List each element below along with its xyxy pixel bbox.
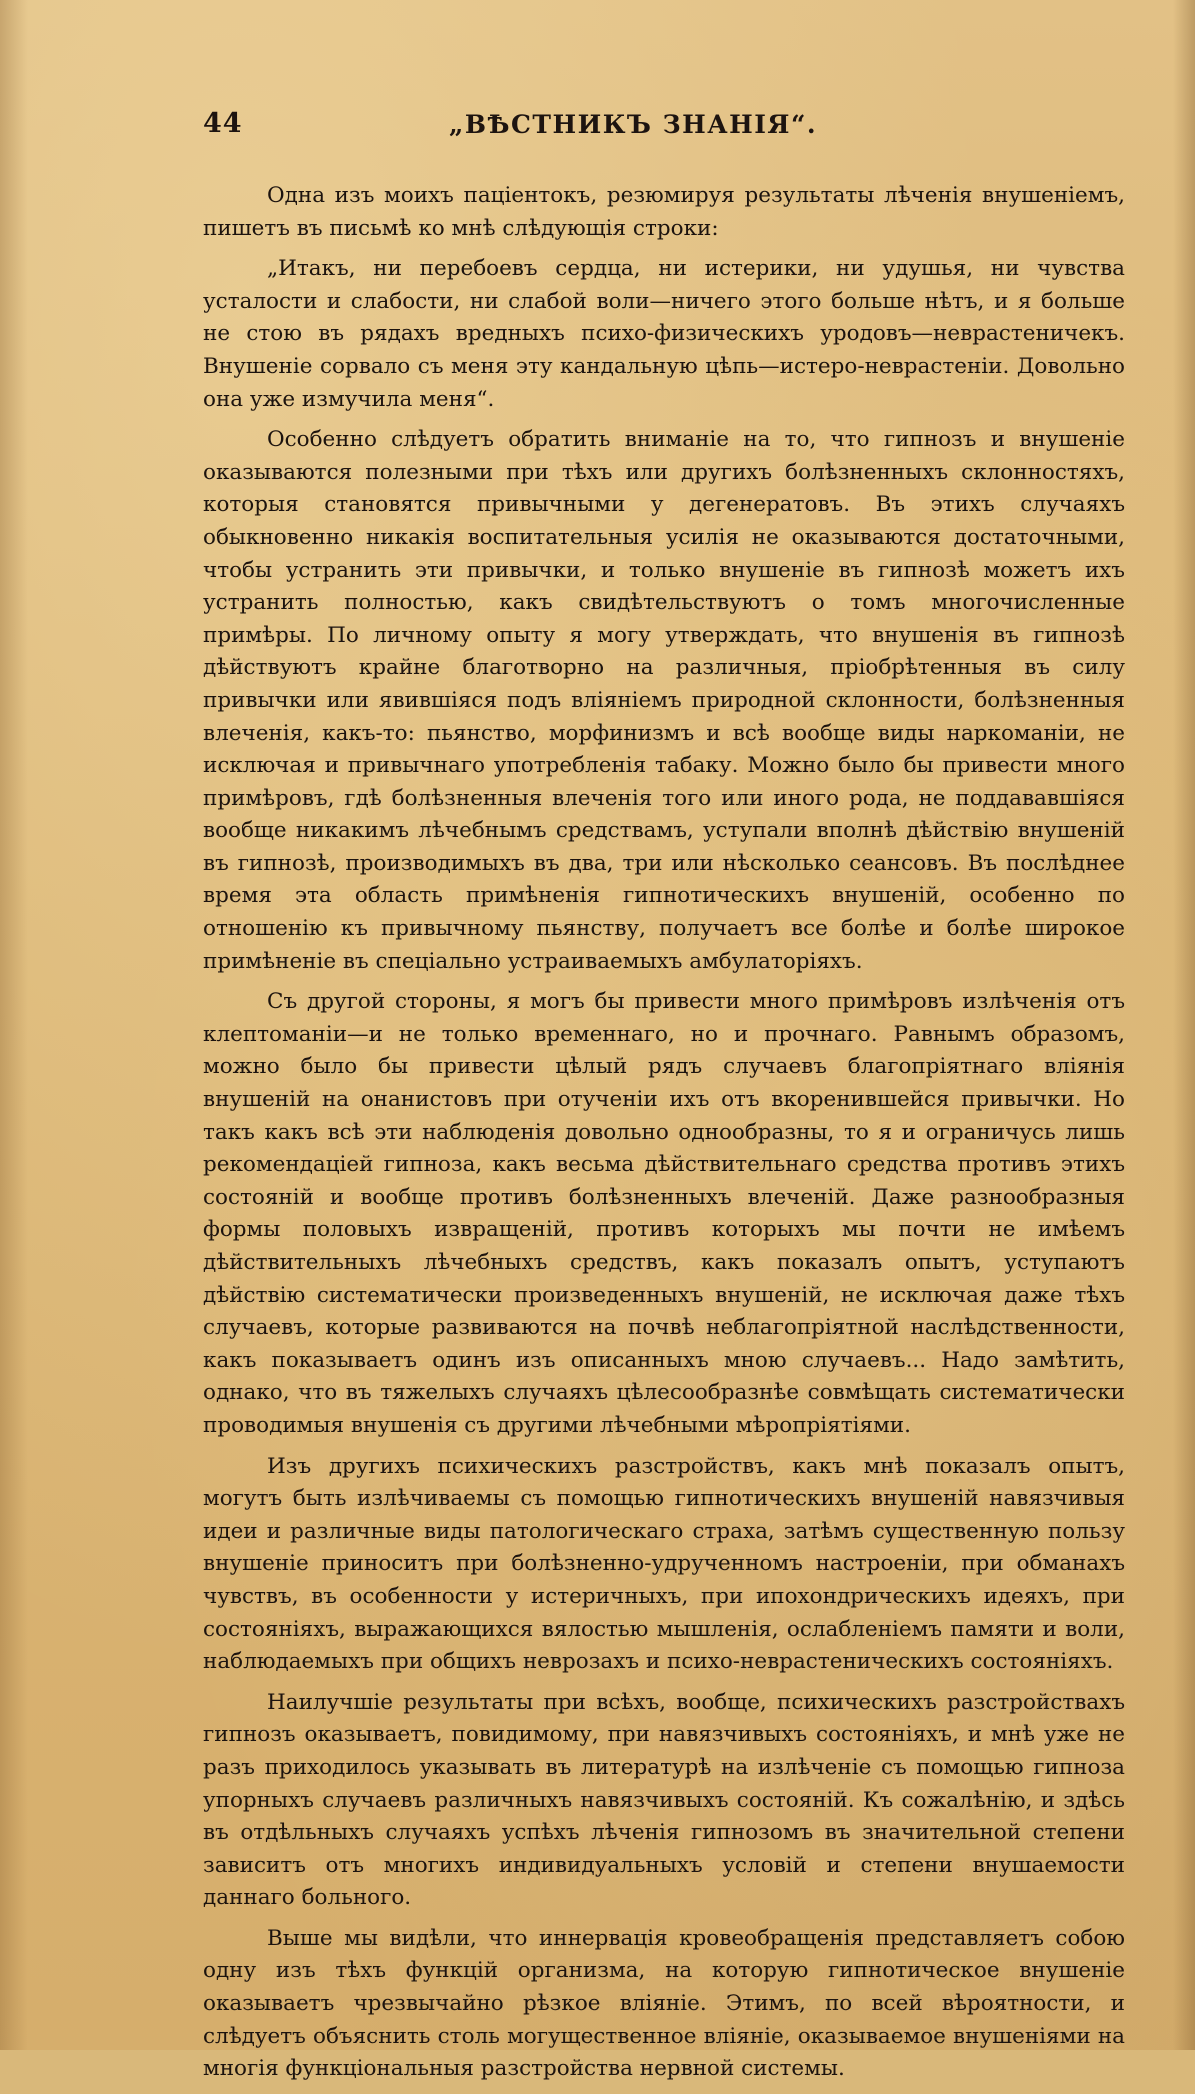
- paragraph-patient-quote: „Итакъ, ни перебоевъ сердца, ни истерики, ни удушья, ни чувства усталости и слабости, ни слабой воли—ничего этого больше нѣтъ, и я больше не стою въ рядахъ вредныхъ психо-физическихъ уродовъ—неврастеничекъ. Внушеніе сорвало съ меня эту кандальную цѣпь—истеро-неврастеніи. Довольно она уже измучила меня“.: [203, 256, 1125, 412]
- running-head-title: „ВѢСТНИКЪ ЗНАНІЯ“.: [448, 110, 818, 139]
- paragraph-intro: Одна изъ моихъ паціентокъ, резюмируя результаты лѣченія внушеніемъ, пишетъ въ письмѣ ко мнѣ слѣдующія строки:: [203, 183, 1125, 241]
- article-body: [203, 180, 1125, 2094]
- paragraph-kleptomania: Съ другой стороны, я могъ бы привести много примѣровъ излѣченія отъ клептоманіи—и не только временнаго, но и прочнаго. Равнымъ образомъ, можно было бы привести цѣлый рядъ случаевъ благопріятнаго вліянія внушеній на онанистовъ при отученіи ихъ отъ вкоренившейся привычки. Но такъ какъ всѣ эти наблюденія довольно однообразны, то я и ограничусь лишь рекомендаціей гипноза, какъ весьма дѣйствительнаго средства противъ этихъ состояній и вообще противъ болѣзненныхъ влеченій. Даже разнообразныя формы половыхъ извращеній, противъ которыхъ мы почти не имѣемъ дѣйствительныхъ лѣчебныхъ средствъ, какъ показалъ опытъ, уступаютъ дѣйствію систематически произведенныхъ внушеній, не исключая даже тѣхъ случаевъ, которые развиваются на почвѣ неблагопріятной наслѣдственности, какъ показываетъ одинъ изъ описанныхъ мною случаевъ... Надо замѣтить, однако, что въ тяжелыхъ случаяхъ цѣлесообразнѣе совмѣщать систематически проводимыя внушенія съ другими лѣчебными мѣропріятіями.: [203, 989, 1125, 1438]
- paragraph-circulation: Выше мы видѣли, что иннервація кровеобращенія представляетъ собою одну изъ тѣхъ функцій организма, на которую гипнотическое внушеніе оказываетъ чрезвычайно рѣзкое вліяніе. Этимъ, по всей вѣроятности, и слѣдуетъ объяснить столь могущественное вліяніе, оказываемое внушеніями на многія функціональныя разстройства нервной системы.: [203, 1925, 1125, 2082]
- page-number: 44: [203, 108, 243, 139]
- paragraph-habits: Особенно слѣдуетъ обратить вниманіе на то, что гипнозъ и внушеніе оказываются полезными при тѣхъ или другихъ болѣзненныхъ склонностяхъ, которыя становятся привычными у дегенератовъ. Въ этихъ случаяхъ обыкновенно никакія воспитательныя усилія не оказываются достаточными, чтобы устранить эти привычки, и только внушеніе въ гипнозѣ можетъ ихъ устранить полностью, какъ свидѣтельствуютъ о томъ многочисленные примѣры. По личному опыту я могу утверждать, что внушенія въ гипнозѣ дѣйствуютъ крайне благотворно на различныя, пріобрѣтенныя въ силу привычки или явившіяся подъ вліяніемъ природной склонности, болѣзненныя влеченія, какъ-то: пьянство, морфинизмъ и всѣ вообще виды наркоманіи, не исключая и привычнаго употребленія табаку. Можно было бы привести много примѣровъ, гдѣ болѣзненныя влеченія того или иного рода, не поддававшіяся вообще никакимъ лѣчебнымъ средствамъ, уступали вполнѣ дѣйствію внушеній въ гипнозѣ, производимыхъ въ два, три или нѣсколько сеансовъ. Въ послѣднее время эта область примѣненія гипнотическихъ внушеній, особенно по отношенію къ привычному пьянству, получаетъ все болѣе и болѣе широкое примѣненіе въ спеціально устраиваемыхъ амбулаторіяхъ.: [203, 427, 1125, 974]
- page-header: [203, 108, 1063, 148]
- paragraph-obsessive-states: Наилучшіе результаты при всѣхъ, вообще, психическихъ разстройствахъ гипнозъ оказываетъ, повидимому, при навязчивыхъ состояніяхъ, и мнѣ уже не разъ приходилось указывать въ литературѣ на излѣченіе съ помощью гипноза упорныхъ случаевъ различныхъ навязчивыхъ состояній. Къ сожалѣнію, и здѣсь въ отдѣльныхъ случаяхъ успѣхъ лѣченія гипнозомъ въ значительной степени зависитъ отъ многихъ индивидуальныхъ условій и степени внушаемости даннаго больного.: [203, 1689, 1125, 1911]
- paragraph-psychic-disorders: Изъ другихъ психическихъ разстройствъ, какъ мнѣ показалъ опытъ, могутъ быть излѣчиваемы съ помощью гипнотическихъ внушеній навязчивыя идеи и различные виды патологическаго страха, затѣмъ существенную пользу внушеніе приноситъ при болѣзненно-удрученномъ настроеніи, при обманахъ чувствъ, въ особенности у истеричныхъ, при ипохондрическихъ идеяхъ, при состояніяхъ, выражающихся вялостью мышленія, ослабленіемъ памяти и воли, наблюдаемыхъ при общихъ неврозахъ и психо-неврастеническихъ состояніяхъ.: [203, 1453, 1125, 1675]
